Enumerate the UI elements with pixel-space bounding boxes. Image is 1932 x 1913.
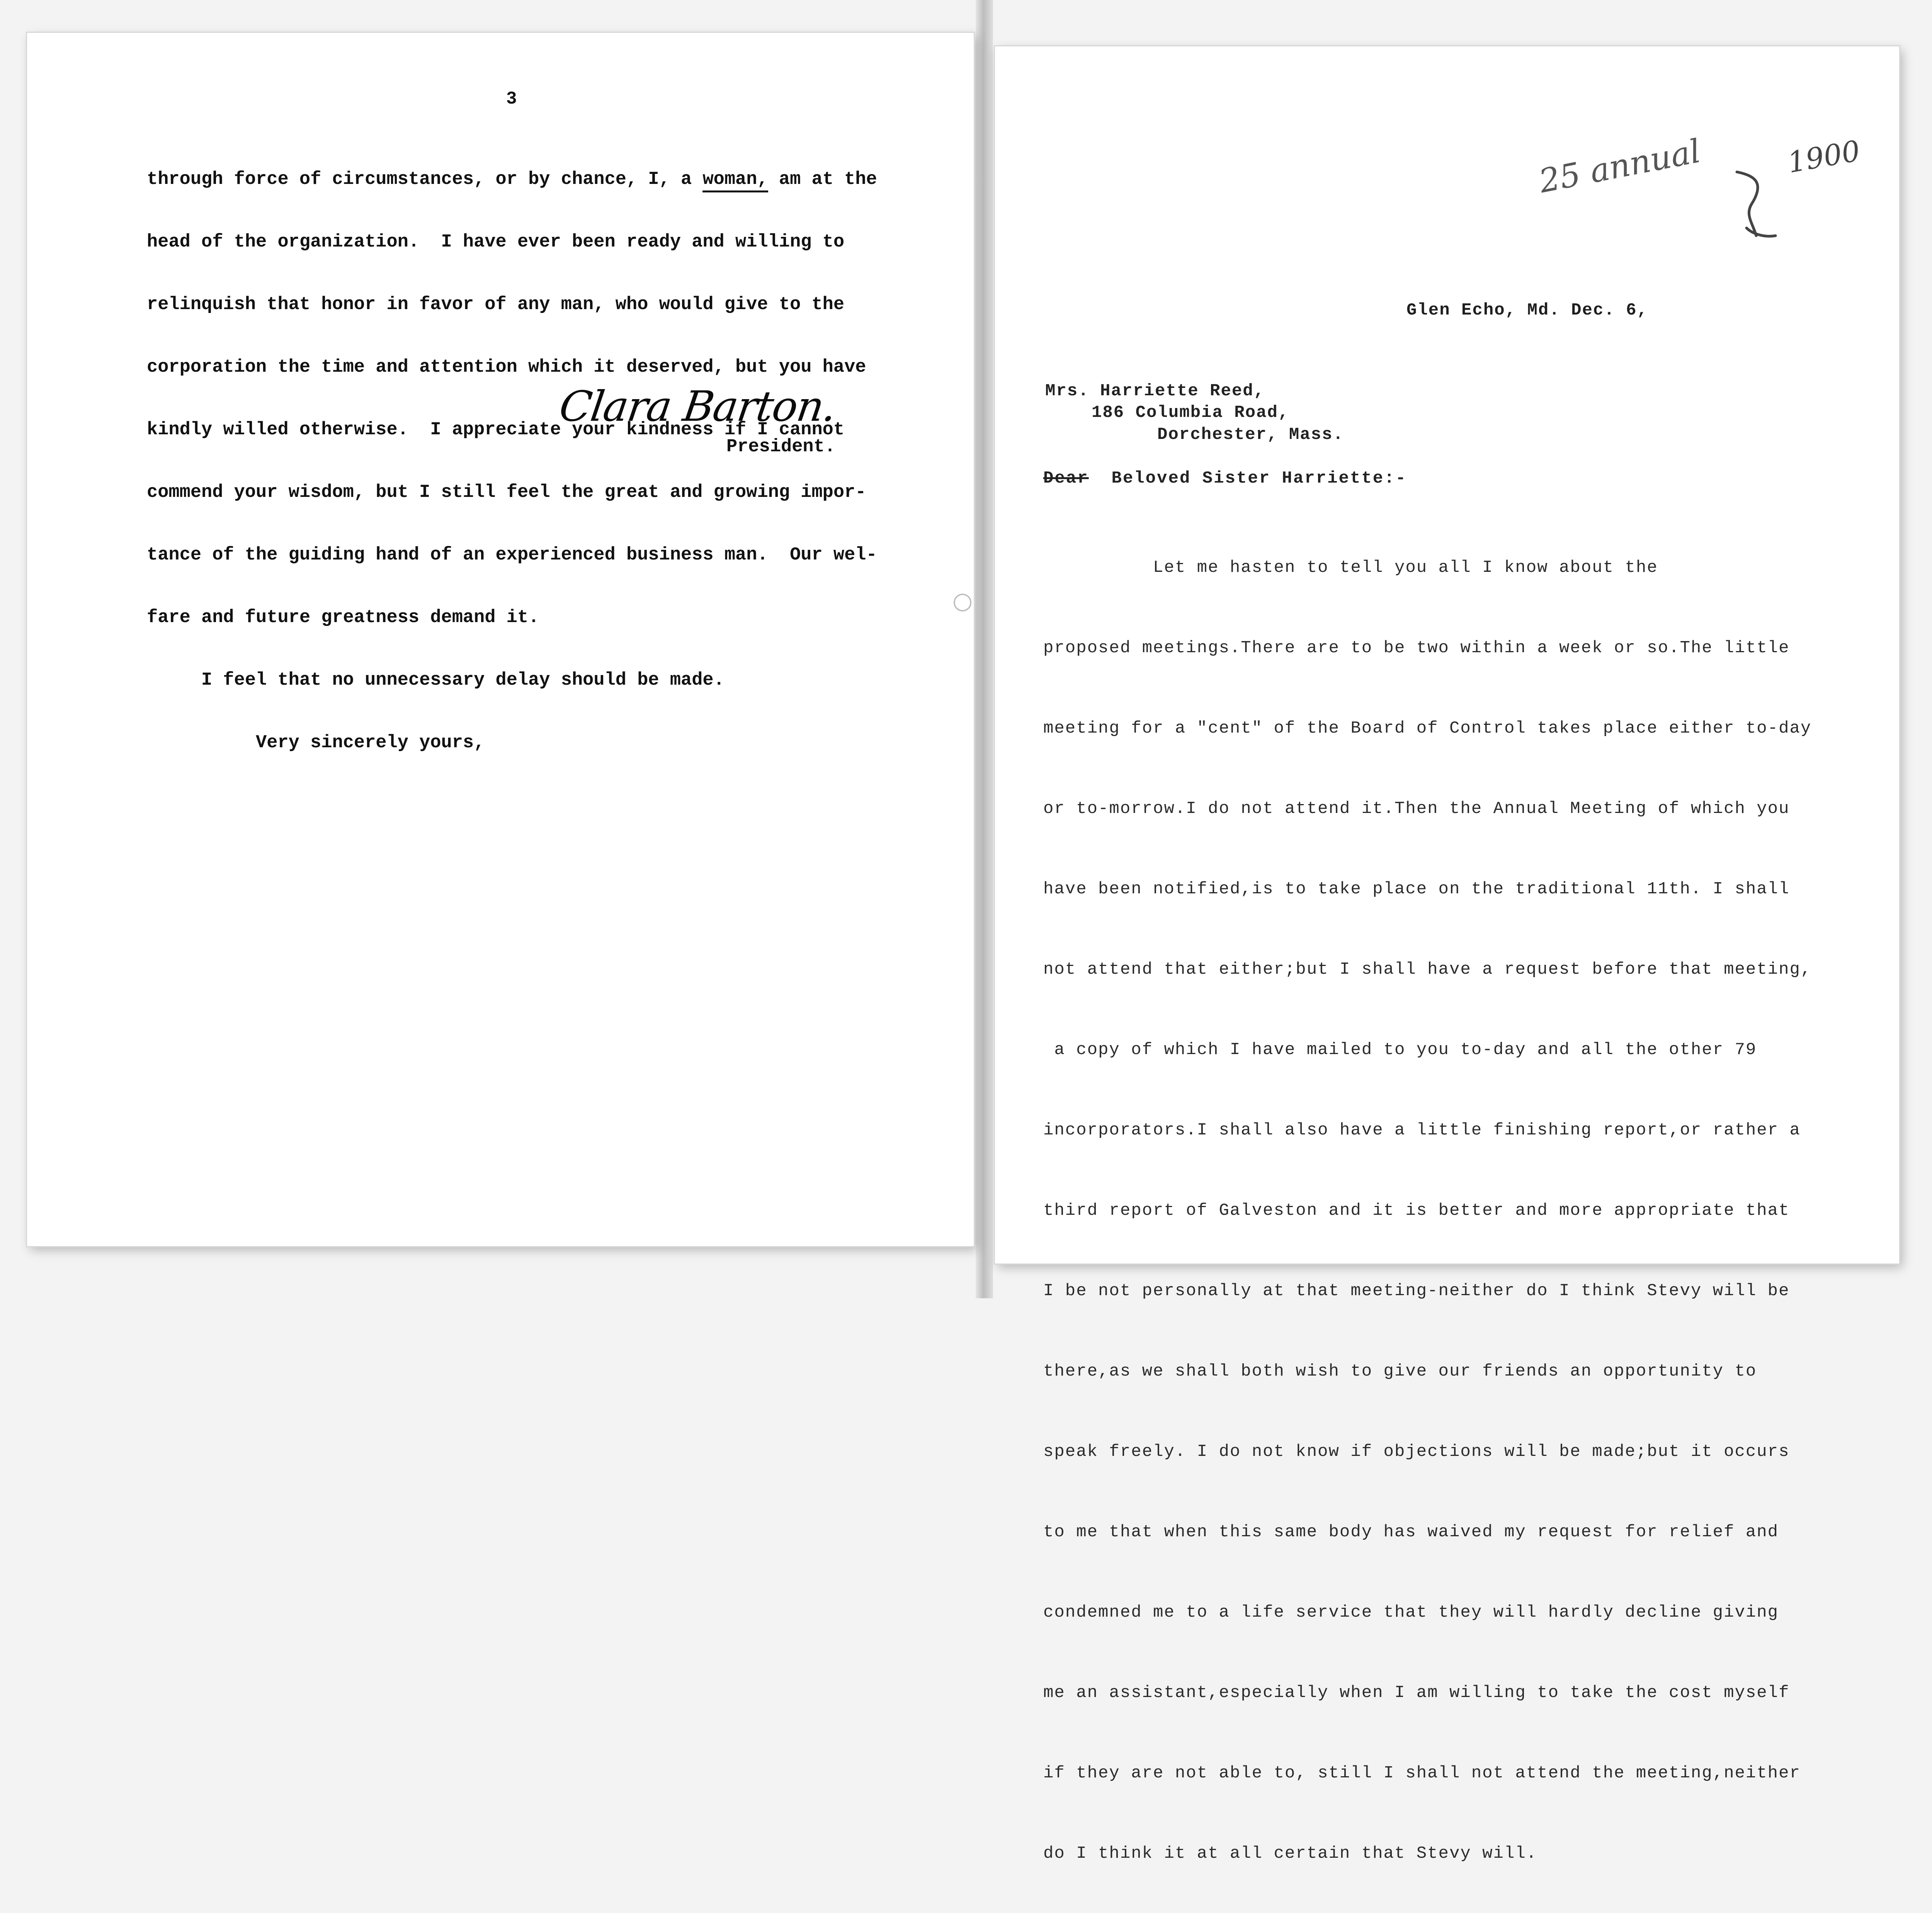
text-line: a copy of which I have mailed to you to-day and all the other 79 — [1043, 1040, 1757, 1059]
handwritten-bracket-icon — [1729, 160, 1779, 241]
salutation — [1043, 469, 1407, 488]
signature: Clara Barton. — [556, 383, 839, 431]
page-number: 3 — [506, 89, 517, 109]
salutation-text: Beloved Sister Harriette:- — [1111, 469, 1407, 488]
page-gutter — [976, 0, 993, 1298]
text-line-1-start: through force of circumstances, or by chance, I, a — [147, 169, 703, 190]
letter-body-left — [147, 128, 900, 795]
text-line: do I think it at all certain that Stevy will. — [1043, 1844, 1537, 1863]
text-line: proposed meetings.There are to be two within a week or so.The little — [1043, 638, 1790, 658]
text-line-1 — [147, 169, 900, 190]
text-line: me an assistant,especially when I am willing to take the cost myself — [1043, 1683, 1790, 1702]
text-line: I be not personally at that meeting-neither do I think Stevy will be — [1043, 1281, 1790, 1301]
text-line: Let me hasten to tell you all I know about the — [1043, 558, 1658, 577]
text-line: if they are not able to, still I shall not attend the meeting,neither — [1043, 1763, 1801, 1783]
address-line-1: Mrs. Harriette Reed, — [1045, 381, 1265, 401]
underlined-word: woman, — [702, 169, 768, 192]
punch-hole-icon: ○ — [952, 587, 973, 614]
struck-word: Dear — [1043, 469, 1089, 488]
signature-title: President. — [726, 437, 836, 457]
date-line: Glen Echo, Md. Dec. 6, — [1406, 301, 1648, 320]
text-line: tance of the guiding hand of an experienced business man. Our wel- — [147, 545, 877, 565]
text-line: meeting for a "cent" of the Board of Control takes place either to-day — [1043, 719, 1812, 738]
handwritten-note: 25 annual — [1536, 132, 1704, 201]
address-line-3: Dorchester, Mass. — [1157, 425, 1344, 444]
letter-body-right — [1043, 508, 1862, 1913]
text-line: speak freely. I do not know if objections will be made;but it occurs — [1043, 1442, 1790, 1461]
text-line: not attend that either;but I shall have a request before that meeting, — [1043, 960, 1812, 979]
text-line: condemned me to a life service that they will hardly decline giving — [1043, 1603, 1779, 1622]
text-line: to me that when this same body has waived my request for relief and — [1043, 1522, 1779, 1542]
address-line-2: 186 Columbia Road, — [1092, 403, 1289, 422]
text-line: or to-morrow.I do not attend it.Then the Annual Meeting of which you — [1043, 799, 1790, 818]
text-line-1-end: am at the — [768, 169, 877, 190]
text-line: commend your wisdom, but I still feel the great and growing impor- — [147, 482, 866, 503]
closing-line: Very sincerely yours, — [147, 733, 485, 753]
text-line: incorporators.I shall also have a little finishing report,or rather a — [1043, 1121, 1801, 1140]
right-page — [952, 46, 1899, 1863]
text-line: have been notified,is to take place on the traditional 11th. I shall — [1043, 879, 1790, 899]
text-line: I feel that no unnecessary delay should be made. — [147, 670, 724, 690]
text-line: relinquish that honor in favor of any man, who would give to the — [147, 294, 845, 315]
text-line: there,as we shall both wish to give our friends an opportunity to — [1043, 1362, 1757, 1381]
left-page — [27, 33, 974, 1246]
text-line: fare and future greatness demand it. — [147, 607, 539, 628]
text-line: corporation the time and attention which it deserved, but you have — [147, 357, 866, 377]
text-line: kindly willed otherwise. I appreciate your kindness if I cannot — [147, 420, 845, 440]
text-line: third report of Galveston and it is better and more appropriate that — [1043, 1201, 1790, 1220]
handwritten-year: 1900 — [1785, 134, 1863, 180]
text-line: head of the organization. I have ever been ready and willing to — [147, 232, 845, 252]
